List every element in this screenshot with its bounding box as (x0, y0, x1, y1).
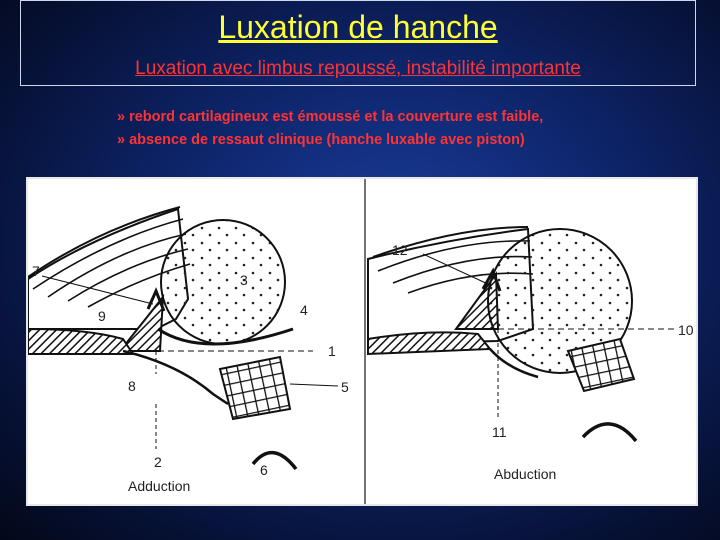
label-12: 12 (392, 242, 408, 258)
label-10: 10 (678, 322, 694, 338)
label-8: 8 (128, 378, 136, 394)
label-7: 7 (32, 263, 40, 279)
grid-nucleus (220, 357, 290, 419)
label-9: 9 (98, 308, 106, 324)
label-4: 4 (300, 302, 308, 318)
label-11: 11 (492, 424, 507, 440)
left-caption: Adduction (128, 478, 191, 494)
slide-title: Luxation de hanche (218, 9, 498, 45)
ilium-hatched-right (368, 332, 490, 354)
femoral-head (161, 220, 285, 344)
slide-subtitle: Luxation avec limbus repoussé, instabilité importante (135, 58, 581, 79)
label-5: 5 (341, 379, 349, 395)
bullet-item: » rebord cartilagineux est émoussé et la couverture est faible, (117, 109, 544, 125)
bullet-item: » absence de ressaut clinique (hanche luxable avec piston) (117, 132, 525, 148)
right-panel (368, 227, 694, 482)
label-1: 1 (328, 343, 336, 359)
right-caption: Abduction (494, 466, 557, 482)
left-panel (28, 207, 349, 494)
label-6: 6 (260, 462, 268, 478)
label-2: 2 (154, 454, 162, 470)
hip-diagram-figure (26, 177, 698, 506)
bullet-list (117, 106, 543, 152)
title-box (20, 0, 696, 86)
hip-diagram-svg (28, 179, 696, 504)
ilium-hatched (28, 329, 133, 354)
label-3: 3 (240, 272, 248, 288)
